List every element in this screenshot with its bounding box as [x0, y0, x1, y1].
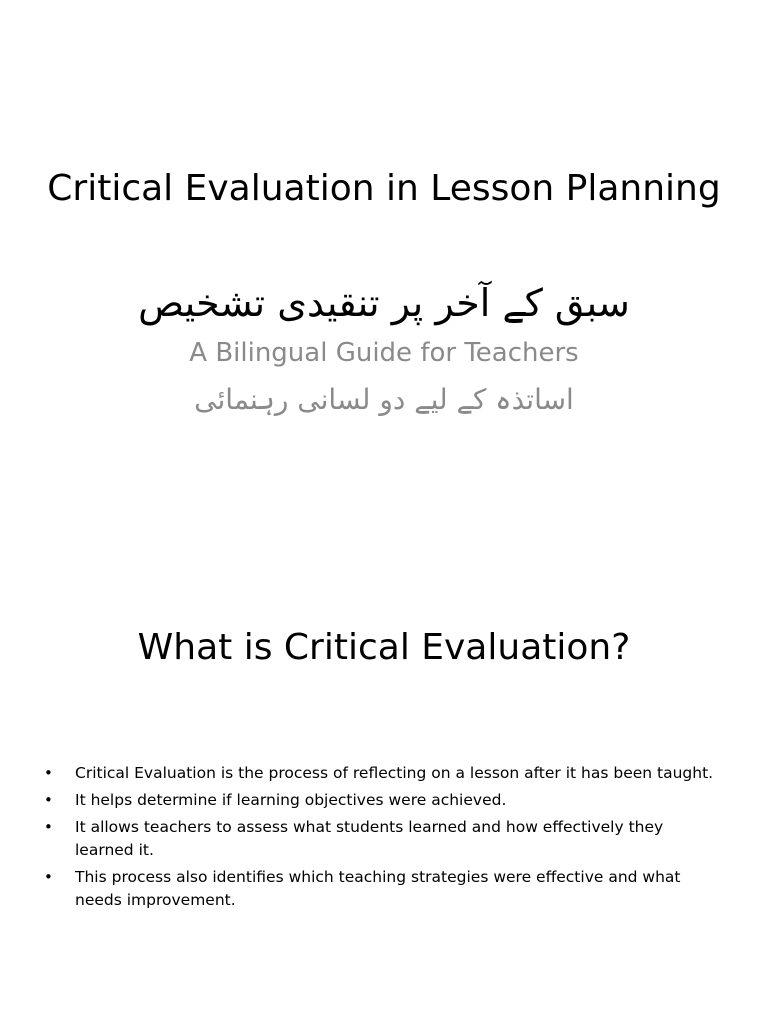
- bullet-text: It allows teachers to assess what students learned and how effectively they learned it.: [75, 818, 664, 859]
- content-slide: [0, 576, 768, 1024]
- list-item: [40, 762, 720, 785]
- list-item: [40, 866, 720, 912]
- slide-title-urdu: سبق کے آخر پر تنقیدی تشخیص: [138, 281, 630, 325]
- bullet-text: Critical Evaluation is the process of reflecting on a lesson after it has been taught.: [75, 764, 714, 782]
- content-slide-title: What is Critical Evaluation?: [137, 627, 631, 668]
- bullet-text: This process also identifies which teaching strategies were effective and what needs improvement.: [75, 868, 681, 909]
- bullet-icon: •: [44, 818, 53, 836]
- slide-title-english: Critical Evaluation in Lesson Planning: [47, 168, 721, 209]
- slide-subtitle-urdu: اساتذہ کے لیے دو لسانی رہنمائی: [194, 383, 574, 416]
- bullet-list: [40, 762, 720, 916]
- bullet-icon: •: [44, 868, 53, 886]
- bullet-text: It helps determine if learning objectives were achieved.: [75, 791, 507, 809]
- bullet-icon: •: [44, 791, 53, 809]
- slide-subtitle-english: A Bilingual Guide for Teachers: [189, 338, 579, 368]
- bullet-icon: •: [44, 764, 53, 782]
- list-item: [40, 816, 720, 862]
- list-item: [40, 789, 720, 812]
